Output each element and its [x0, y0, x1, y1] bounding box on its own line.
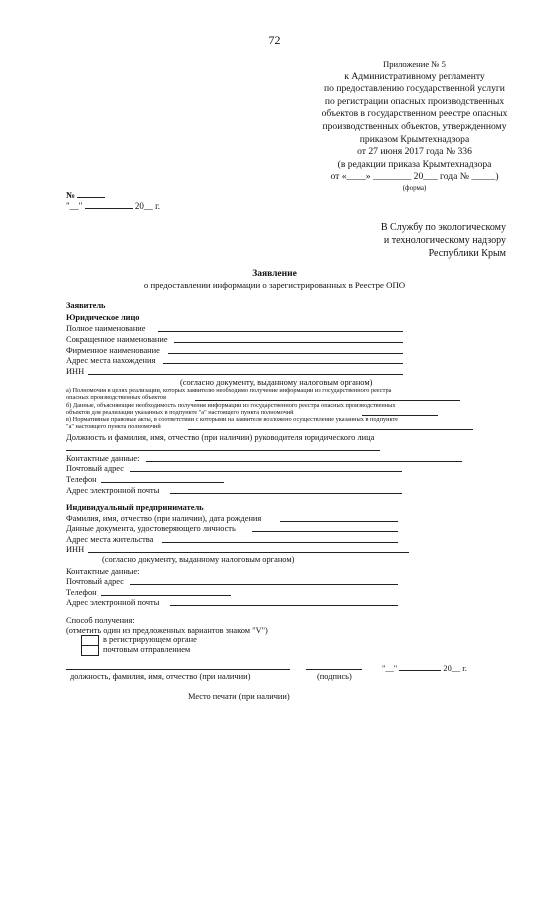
head-label: Должность и фамилия, имя, отчество (при наличии) руководителя юридического лица [66, 433, 375, 442]
postal-label: Почтовый адрес [66, 464, 124, 473]
ip-contacts-label: Контактные данные: [66, 567, 140, 576]
delivery-option-office: в регистрирующем органе [103, 635, 197, 644]
document-subtitle: о предоставлении информации о зарегистрированных в Реестре ОПО [143, 280, 406, 290]
ip-id-input[interactable] [252, 522, 398, 532]
clause-a-input[interactable] [195, 393, 460, 401]
appendix-line: приказом Крымтехнадзора [359, 133, 470, 145]
clause-b-cont: объектов для реализации указанных в подпункте "а" настоящего пункта полномочий [66, 409, 294, 416]
sign-date-month-line [399, 661, 441, 671]
number-sign: № [66, 190, 76, 200]
clause-a: а) Полномочия в целях реализации, которых заявителю необходимо получение информации из государственного реестра [66, 387, 392, 394]
signature-line[interactable] [306, 660, 362, 670]
tax-note: (согласно документу, выданному налоговым органом) [180, 378, 373, 387]
phone-label: Телефон [66, 475, 97, 484]
position-caption: должность, фамилия, имя, отчество (при наличии) [70, 672, 251, 681]
ip-postal-label: Почтовый адрес [66, 577, 124, 586]
appendix-line: (в редакции приказа Крымтехнадзора [337, 158, 492, 170]
appendix-line: по предоставлению государственной услуги [324, 83, 505, 95]
ip-phone-label: Телефон [66, 588, 97, 597]
field-inn: ИНН [66, 367, 85, 376]
appendix-line: Приложение № 5 [383, 59, 446, 69]
appendix-line: от 27 июня 2017 года № 336 [357, 146, 472, 158]
inn-input[interactable] [88, 365, 403, 375]
clause-a-cont: опасных производственных объектов [66, 394, 167, 401]
contacts-input[interactable] [146, 452, 462, 462]
appendix-line: по регистрации опасных производственных [324, 95, 505, 107]
appendix-line: производственных объектов, утвержденному [322, 120, 507, 132]
reg-date-month-line [85, 199, 133, 209]
clause-v-input[interactable] [188, 422, 473, 430]
signature-caption: (подпись) [317, 672, 352, 681]
field-location: Адрес места нахождения [66, 356, 156, 365]
short-name-input[interactable] [174, 333, 403, 343]
email-label: Адрес электронной почты [66, 486, 160, 495]
ip-phone-input[interactable] [101, 586, 231, 596]
ip-inn-input[interactable] [88, 543, 409, 553]
email-input[interactable] [170, 484, 402, 494]
full-name-input[interactable] [158, 322, 403, 332]
number-line [77, 188, 105, 198]
contacts-label: Контактные данные: [66, 454, 140, 463]
phone-input[interactable] [101, 473, 224, 483]
head-input[interactable] [66, 441, 380, 451]
document-title: Заявление [252, 269, 297, 279]
clause-v-cont: "а" настоящего пункта полномочий [66, 423, 161, 430]
field-brand-name: Фирменное наименование [66, 346, 160, 355]
ip-email-input[interactable] [170, 596, 398, 606]
ip-residence-input[interactable] [162, 533, 398, 543]
ip-inn-label: ИНН [66, 545, 85, 554]
appendix-line: от «____» ________ 20___ года № _____) [330, 171, 499, 183]
reg-date-day: "__" [66, 201, 83, 211]
addressee-line: Республики Крым [428, 248, 506, 259]
clause-b: б) Данные, объясняющие необходимость получения информации из государственного реестра опасных производственных [66, 402, 396, 409]
appendix-line: объектов в государственном реестре опасных [321, 108, 508, 120]
ip-email-label: Адрес электронной почты [66, 598, 160, 607]
delivery-checkbox-post[interactable] [81, 645, 99, 656]
delivery-label: Способ получения: [66, 616, 135, 625]
ip-tax-note: (согласно документу, выданному налоговым органом) [102, 555, 295, 564]
field-short-name: Сокращенное наименование [66, 335, 168, 344]
location-input[interactable] [163, 354, 403, 364]
clause-v: в) Нормативные правовые акты, в соответствии с которыми на заявителя возложено осуществление указанных в подпункте [66, 416, 399, 423]
sign-date [382, 661, 472, 672]
stamp-place: Место печати (при наличии) [188, 692, 290, 701]
postal-input[interactable] [130, 462, 402, 472]
delivery-hint: (отметить один из предложенных вариантов знаком "V") [66, 626, 268, 635]
appendix-block [292, 58, 537, 192]
reg-date-year: 20__ г. [134, 201, 161, 211]
registration-date [66, 199, 160, 212]
ip-postal-input[interactable] [130, 575, 398, 585]
page-number: 72 [268, 33, 281, 47]
ip-id-label: Данные документа, удостоверяющего личность [66, 524, 236, 533]
sign-date-day: "__" [382, 664, 398, 673]
ip-fio-input[interactable] [280, 512, 398, 522]
ip-residence-label: Адрес места жительства [66, 535, 154, 544]
form-label: (форма) [402, 183, 427, 192]
clause-b-input[interactable] [362, 408, 438, 416]
addressee-line: В Службу по экологическому [380, 222, 506, 233]
ip-fio-label: Фамилия, имя, отчество (при наличии), дата рождения [66, 514, 262, 523]
sign-date-year: 20__ г. [443, 664, 467, 673]
addressee-line: и технологическому надзору [383, 235, 506, 246]
addressee [300, 221, 506, 260]
legal-entity-heading: Юридическое лицо [66, 313, 140, 322]
delivery-option-post: почтовым отправлением [103, 645, 191, 654]
ip-heading: Индивидуальный предприниматель [66, 503, 204, 512]
signatory-position-line[interactable] [66, 660, 290, 670]
field-full-name: Полное наименование [66, 324, 146, 333]
brand-name-input[interactable] [168, 344, 403, 354]
applicant-heading: Заявитель [66, 301, 106, 310]
appendix-line: к Административному регламенту [344, 70, 485, 82]
